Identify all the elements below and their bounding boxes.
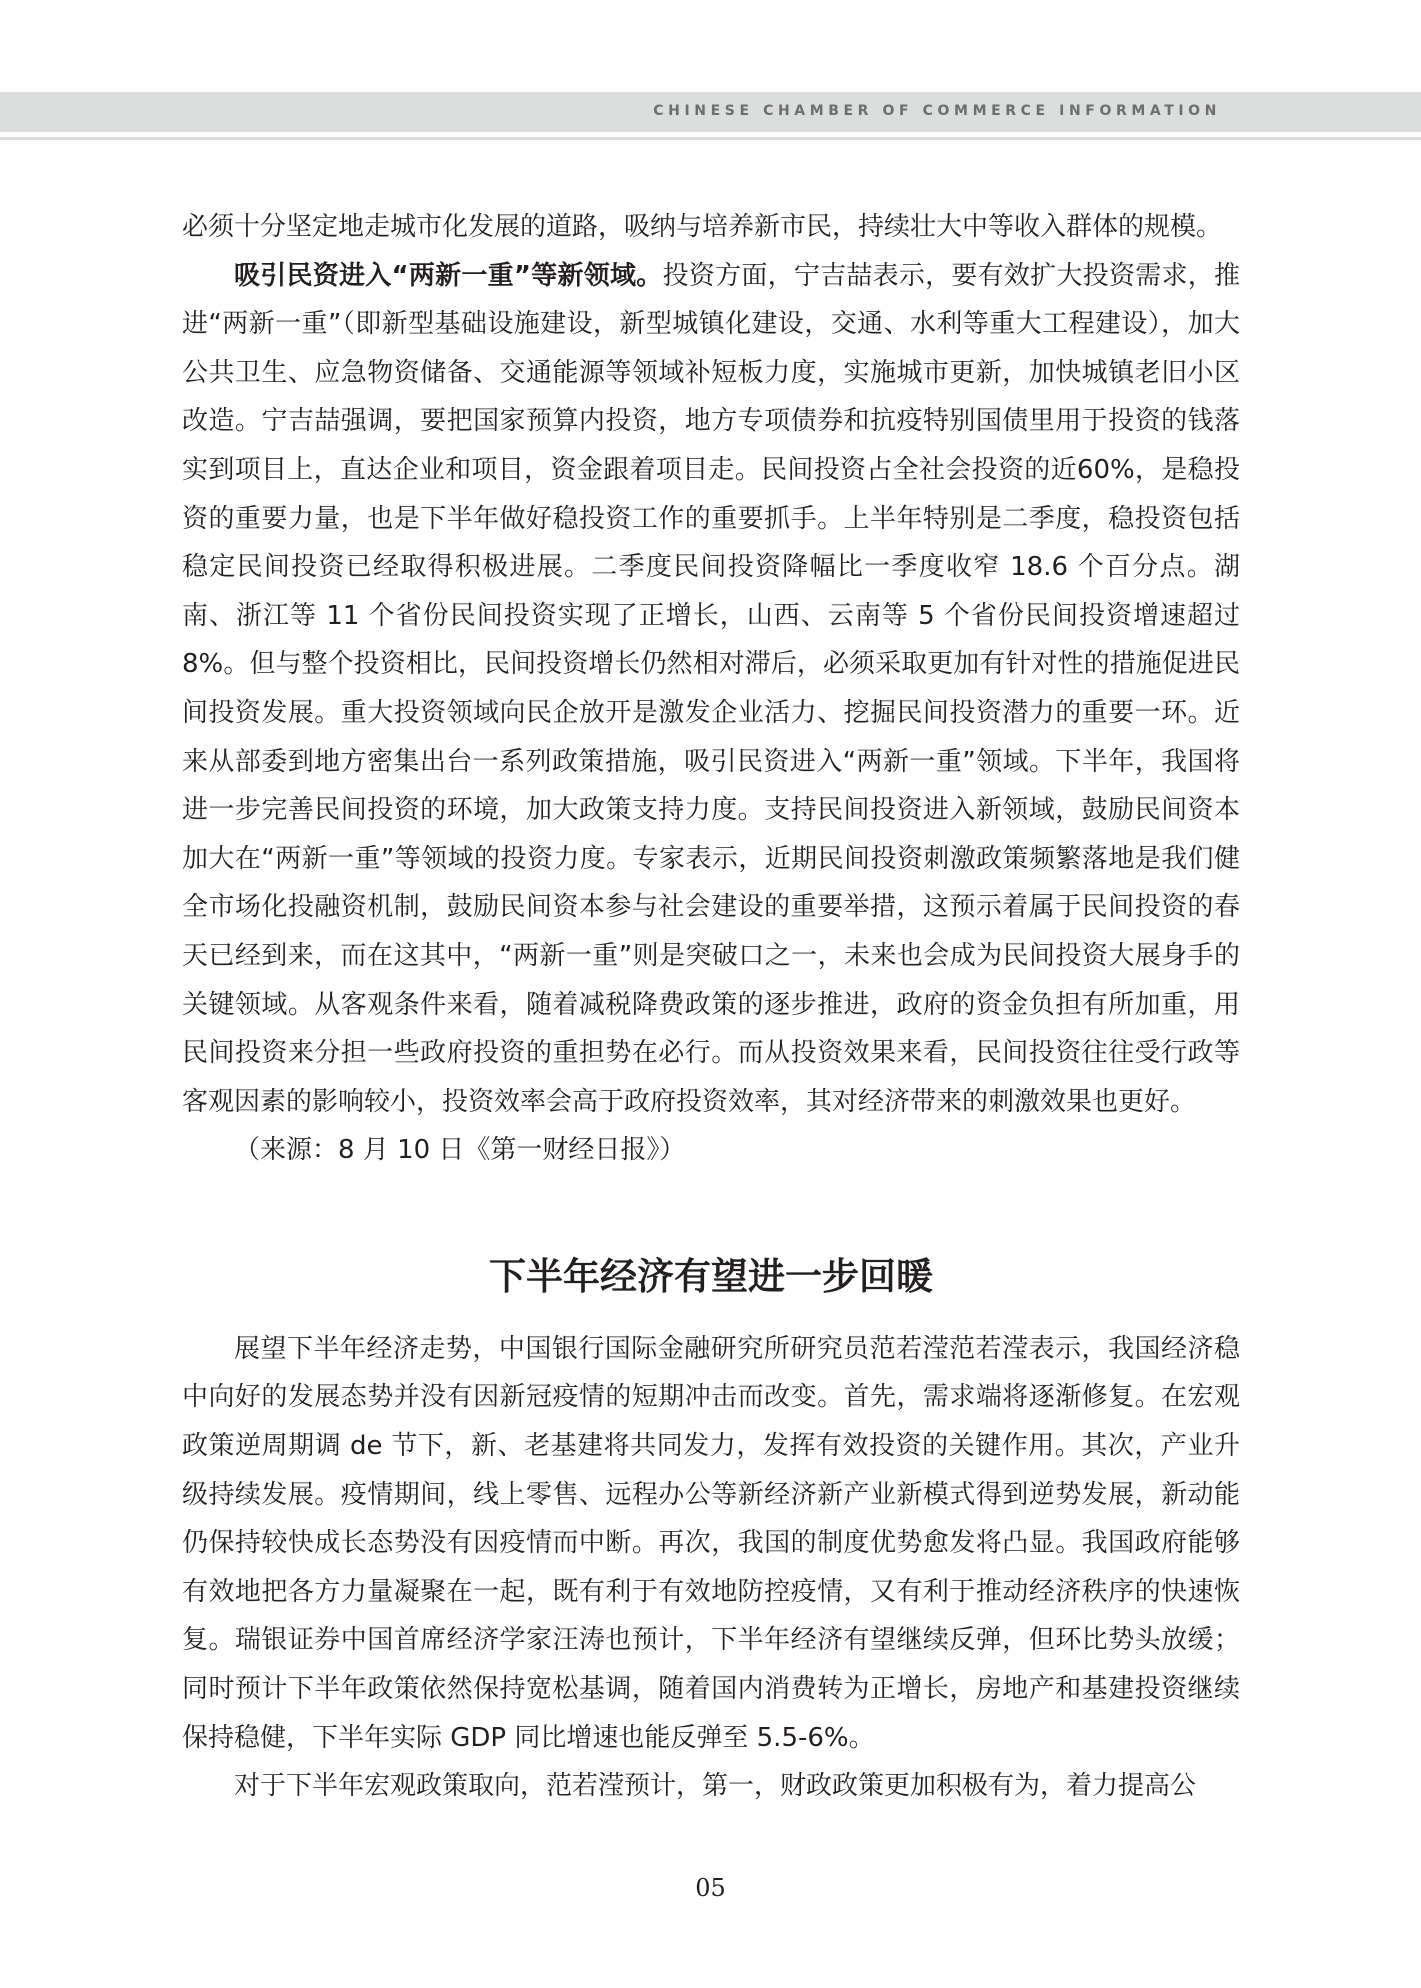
- article1-section: [182, 252, 1240, 1175]
- page-number: 05: [695, 1874, 726, 1902]
- article1-source: （来源：8 月 10 日《第一财经日报》）: [234, 1135, 686, 1166]
- article1-continuation: 必须十分坚定地走城市化发展的道路，吸纳与培养新市民，持续壮大中等收入群体的规模。: [182, 212, 1223, 242]
- article2-paragraph-1: 展望下半年经济走势，中国银行国际金融研究所研究员范若滢范若滢表示，我国经济稳中向好的发展态势并没有因新冠疫情的短期冲击而改变。首先，需求端将逐渐修复。在宏观政策逆周期调 de 节下，新、老基建将共同发力，发挥有效投资的关键作用。其次，产业升级持续发展。疫情期间，线上零售、远程办公等新经济新产业新模式得到逆势发展，新动能仍保持较快成长态势没有因疫情而中断。再次，我国的制度优势愈发将凸显。我国政府能够有效地把各方力量凝聚在一起，既有利于有效地防控疫情，又有利于推动经济秩序的快速恢复。瑞银证券中国首席经济学家汪涛也预计，下半年经济有望继续反弹，但环比势头放缓；同时预计下半年政策依然保持宽松基调，随着国内消费转为正增长，房地产和基建投资继续保持稳健，下半年实际 GDP 同比增速也能反弹至 5.5-6%。: [182, 1333, 1240, 1753]
- article-title: 下半年经济有望进一步回暖: [489, 1254, 933, 1298]
- magazine-name: CHINESE CHAMBER OF COMMERCE INFORMATION: [653, 103, 1221, 119]
- article2-paragraph-2: 对于下半年宏观政策取向，范若滢预计，第一，财政政策更加积极有为，着力提高公: [234, 1771, 1197, 1802]
- page-body: [182, 203, 1240, 1811]
- section-body: 投资方面，宁吉喆表示，要有效扩大投资需求，推进“两新一重”（即新型基础设施建设，新型城镇化建设，交通、水利等重大工程建设），加大公共卫生、应急物资储备、交通能源等领域补短板力度，实施城市更新，加快城镇老旧小区改造。宁吉喆强调，要把国家预算内投资，地方专项债券和抗疫特别国债里用于投资的钱落实到项目上，直达企业和项目，资金跟着项目走。民间投资占全社会投资的近60%，是稳投资的重要力量，也是下半年做好稳投资工作的重要抓手。上半年特别是二季度，稳投资包括稳定民间投资已经取得积极进展。二季度民间投资降幅比一季度收窄 18.6 个百分点。湖南、浙江等 11 个省份民间投资实现了正增长，山西、云南等 5 个省份民间投资增速超过 8%。但与整个投资相比，民间投资增长仍然相对滞后，必须采取更加有针对性的措施促进民间投资发展。重大投资领域向民企放开是激发企业活力、挖掘民间投资潜力的重要一环。近来从部委到地方密集出台一系列政策措施，吸引民资进入“两新一重”领域。下半年，我国将进一步完善民间投资的环境，加大政策支持力度。支持民间投资进入新领域，鼓励民间资本加大在“两新一重”等领域的投资力度。专家表示，近期民间投资刺激政策频繁落地是我们健全市场化投融资机制，鼓励民间资本参与社会建设的重要举措，这预示着属于民间投资的春天已经到来，而在这其中，“两新一重”则是突破口之一，未来也会成为民间投资大展身手的关键领域。从客观条件来看，随着减税降费政策的逐步推进，政府的资金负担有所加重，用民间投资来分担一些政府投资的重担势在必行。而从投资效果来看，民间投资往往受行政等客观因素的影响较小，投资效率会高于政府投资效率，其对经济带来的刺激效果也更好。: [182, 260, 1240, 1117]
- running-header-band: [0, 92, 1421, 132]
- header-rule: [0, 137, 1421, 140]
- section-lead: 吸引民资进入“两新一重”等新领域。: [234, 260, 663, 291]
